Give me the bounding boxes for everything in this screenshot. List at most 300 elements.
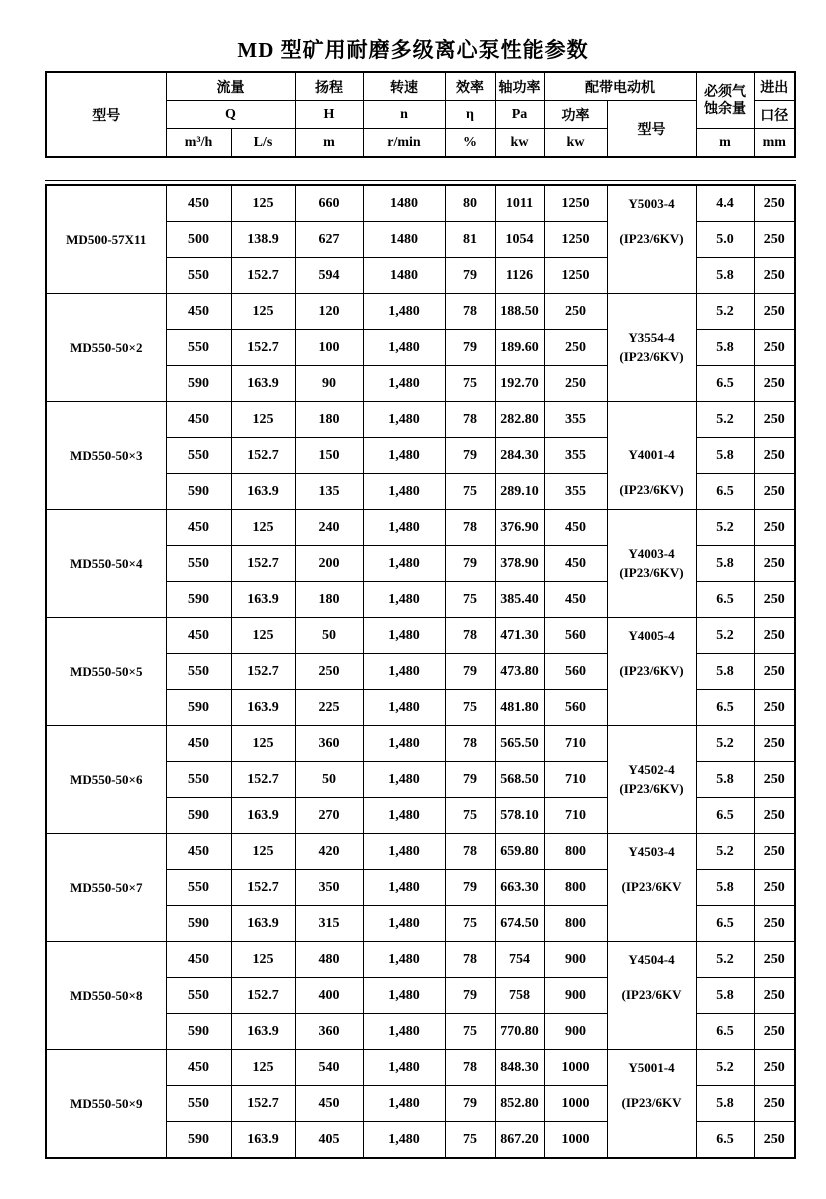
cell-shaft-power-kw: 471.30 [495,618,544,654]
cell-shaft-power-kw: 385.40 [495,582,544,618]
cell-motor-power-kw: 1000 [544,1050,607,1086]
cell-flow-ls: 163.9 [231,1122,295,1159]
col-header-port-line1: 进出 [754,72,795,101]
cell-head-m: 180 [295,402,363,438]
cell-npsh-m: 6.5 [696,582,754,618]
cell-flow-ls: 152.7 [231,978,295,1014]
cell-npsh-m: 5.2 [696,510,754,546]
header-table [45,71,796,158]
cell-head-m: 405 [295,1122,363,1159]
cell-flow-ls: 163.9 [231,690,295,726]
cell-flow-m3h: 550 [166,258,231,294]
symbol-head: H [295,101,363,129]
cell-head-m: 120 [295,294,363,330]
motor-model-line-1: Y5001-4 [628,1060,675,1075]
motor-model-line-1: Y4504-4 [628,952,675,967]
cell-efficiency-pct: 79 [445,330,495,366]
cell-shaft-power-kw: 192.70 [495,366,544,402]
cell-npsh-m: 6.5 [696,1122,754,1159]
cell-speed-rpm: 1,480 [363,474,445,510]
cell-flow-m3h: 450 [166,294,231,330]
cell-motor-power-kw: 900 [544,1014,607,1050]
cell-motor-power-kw: 900 [544,942,607,978]
cell-head-m: 660 [295,185,363,222]
motor-model-text [608,618,696,723]
cell-motor-power-kw: 1250 [544,258,607,294]
cell-flow-ls: 125 [231,618,295,654]
motor-model-text [608,726,696,831]
cell-shaft-power-kw: 659.80 [495,834,544,870]
table-row [46,294,795,330]
cell-speed-rpm: 1,480 [363,978,445,1014]
cell-motor-power-kw: 355 [544,402,607,438]
cell-speed-rpm: 1,480 [363,366,445,402]
cell-head-m: 360 [295,726,363,762]
cell-npsh-m: 6.5 [696,1014,754,1050]
cell-efficiency-pct: 78 [445,1050,495,1086]
cell-efficiency-pct: 79 [445,1086,495,1122]
cell-npsh-m: 5.8 [696,438,754,474]
motor-model-line-2: (IP23/6KV) [619,564,684,580]
cell-motor-power-kw: 250 [544,330,607,366]
cell-npsh-m: 6.5 [696,906,754,942]
cell-efficiency-pct: 79 [445,258,495,294]
cell-pump-model: MD550-50×5 [46,618,166,726]
symbol-flow: Q [166,101,295,129]
cell-efficiency-pct: 75 [445,1122,495,1159]
cell-motor-power-kw: 450 [544,582,607,618]
cell-pump-model: MD550-50×3 [46,402,166,510]
cell-motor-power-kw: 800 [544,870,607,906]
cell-speed-rpm: 1,480 [363,294,445,330]
col-header-npsh [696,72,754,129]
cell-speed-rpm: 1,480 [363,510,445,546]
cell-efficiency-pct: 75 [445,1014,495,1050]
motor-model-line-2: (IP23/6KV) [619,231,684,246]
motor-model-line-1: Y5003-4 [628,196,675,211]
unit-efficiency: % [445,129,495,158]
cell-diameter-mm: 250 [754,474,795,510]
cell-pump-model: MD500-57X11 [46,185,166,294]
col-header-flow: 流量 [166,72,295,101]
cell-head-m: 594 [295,258,363,294]
cell-flow-m3h: 450 [166,942,231,978]
cell-shaft-power-kw: 481.80 [495,690,544,726]
cell-flow-m3h: 550 [166,1086,231,1122]
pump-table-body [46,185,795,1158]
cell-motor-power-kw: 710 [544,726,607,762]
cell-speed-rpm: 1,480 [363,906,445,942]
cell-efficiency-pct: 79 [445,978,495,1014]
cell-efficiency-pct: 80 [445,185,495,222]
cell-head-m: 225 [295,690,363,726]
cell-speed-rpm: 1,480 [363,1086,445,1122]
cell-speed-rpm: 1,480 [363,654,445,690]
cell-shaft-power-kw: 758 [495,978,544,1014]
cell-shaft-power-kw: 565.50 [495,726,544,762]
cell-motor-model [607,618,696,726]
cell-shaft-power-kw: 663.30 [495,870,544,906]
cell-head-m: 50 [295,762,363,798]
unit-motor-power: kw [544,129,607,158]
cell-npsh-m: 5.8 [696,870,754,906]
cell-motor-power-kw: 450 [544,546,607,582]
motor-model-line-2: (IP23/6KV) [619,482,684,497]
col-header-motor-group: 配带电动机 [544,72,696,101]
cell-motor-power-kw: 560 [544,690,607,726]
cell-diameter-mm: 250 [754,294,795,330]
cell-npsh-m: 5.0 [696,222,754,258]
table-row [46,510,795,546]
cell-diameter-mm: 250 [754,690,795,726]
cell-shaft-power-kw: 289.10 [495,474,544,510]
cell-flow-m3h: 450 [166,402,231,438]
page-title: MD 型矿用耐磨多级离心泵性能参数 [237,38,589,62]
cell-head-m: 240 [295,510,363,546]
cell-motor-power-kw: 450 [544,510,607,546]
col-header-efficiency: 效率 [445,72,495,101]
motor-model-line-2: (IP23/6KV) [619,663,684,678]
motor-model-text [608,834,696,939]
cell-shaft-power-kw: 1126 [495,258,544,294]
cell-speed-rpm: 1,480 [363,582,445,618]
cell-flow-ls: 125 [231,294,295,330]
cell-npsh-m: 6.5 [696,690,754,726]
cell-head-m: 350 [295,870,363,906]
unit-shaft-power: kw [495,129,544,158]
cell-flow-m3h: 550 [166,978,231,1014]
cell-efficiency-pct: 78 [445,510,495,546]
cell-npsh-m: 5.2 [696,294,754,330]
cell-efficiency-pct: 75 [445,582,495,618]
cell-efficiency-pct: 79 [445,870,495,906]
cell-npsh-m: 5.2 [696,942,754,978]
motor-model-line-2: (IP23/6KV [621,1095,682,1110]
cell-flow-ls: 152.7 [231,330,295,366]
motor-model-line-2: (IP23/6KV) [619,780,684,796]
cell-shaft-power-kw: 189.60 [495,330,544,366]
cell-motor-power-kw: 800 [544,834,607,870]
cell-flow-ls: 163.9 [231,906,295,942]
cell-efficiency-pct: 78 [445,618,495,654]
cell-flow-ls: 125 [231,942,295,978]
cell-diameter-mm: 250 [754,510,795,546]
cell-head-m: 270 [295,798,363,834]
cell-flow-m3h: 450 [166,618,231,654]
symbol-shaft-power: Pa [495,101,544,129]
cell-diameter-mm: 250 [754,330,795,366]
table-row [46,185,795,222]
cell-speed-rpm: 1480 [363,222,445,258]
motor-model-text [608,294,696,399]
cell-motor-power-kw: 1250 [544,185,607,222]
motor-model-line-1: Y4005-4 [628,628,675,643]
pump-data-table [45,184,796,1159]
cell-flow-m3h: 550 [166,546,231,582]
cell-diameter-mm: 250 [754,258,795,294]
cell-motor-power-kw: 710 [544,798,607,834]
cell-flow-ls: 152.7 [231,1086,295,1122]
cell-diameter-mm: 250 [754,1050,795,1086]
unit-port: mm [754,129,795,158]
cell-motor-power-kw: 355 [544,438,607,474]
cell-motor-model [607,510,696,618]
cell-shaft-power-kw: 188.50 [495,294,544,330]
table-area [45,71,796,1159]
cell-efficiency-pct: 81 [445,222,495,258]
cell-shaft-power-kw: 568.50 [495,762,544,798]
cell-speed-rpm: 1,480 [363,438,445,474]
motor-model-line-1: Y3554-4 [628,329,675,345]
cell-npsh-m: 5.8 [696,546,754,582]
cell-speed-rpm: 1,480 [363,690,445,726]
data-table-wrapper [45,180,796,1159]
cell-flow-m3h: 590 [166,1014,231,1050]
cell-speed-rpm: 1480 [363,185,445,222]
cell-flow-ls: 138.9 [231,222,295,258]
cell-shaft-power-kw: 578.10 [495,798,544,834]
cell-flow-ls: 152.7 [231,654,295,690]
col-header-port-line2: 口径 [754,101,795,129]
cell-head-m: 315 [295,906,363,942]
cell-motor-model [607,1050,696,1159]
cell-head-m: 250 [295,654,363,690]
motor-model-line-2: (IP23/6KV [621,987,682,1002]
symbol-efficiency: η [445,101,495,129]
table-row [46,942,795,978]
cell-shaft-power-kw: 378.90 [495,546,544,582]
cell-shaft-power-kw: 282.80 [495,402,544,438]
cell-speed-rpm: 1,480 [363,942,445,978]
cell-flow-m3h: 550 [166,330,231,366]
symbol-speed: n [363,101,445,129]
cell-flow-ls: 152.7 [231,258,295,294]
cell-flow-m3h: 500 [166,222,231,258]
cell-flow-ls: 125 [231,1050,295,1086]
cell-flow-ls: 125 [231,185,295,222]
col-header-head: 扬程 [295,72,363,101]
cell-speed-rpm: 1,480 [363,1014,445,1050]
cell-npsh-m: 5.8 [696,258,754,294]
cell-head-m: 450 [295,1086,363,1122]
cell-head-m: 627 [295,222,363,258]
cell-npsh-m: 5.2 [696,834,754,870]
cell-diameter-mm: 250 [754,870,795,906]
col-header-model: 型号 [46,72,166,157]
cell-speed-rpm: 1,480 [363,402,445,438]
cell-pump-model: MD550-50×9 [46,1050,166,1159]
table-row [46,834,795,870]
cell-diameter-mm: 250 [754,654,795,690]
cell-flow-m3h: 590 [166,1122,231,1159]
unit-speed: r/min [363,129,445,158]
cell-shaft-power-kw: 284.30 [495,438,544,474]
cell-flow-ls: 125 [231,402,295,438]
cell-npsh-m: 6.5 [696,798,754,834]
cell-diameter-mm: 250 [754,582,795,618]
cell-flow-m3h: 550 [166,762,231,798]
unit-flow-ls: L/s [231,129,295,158]
cell-diameter-mm: 250 [754,438,795,474]
cell-diameter-mm: 250 [754,798,795,834]
cell-motor-power-kw: 560 [544,618,607,654]
cell-flow-ls: 163.9 [231,366,295,402]
cell-diameter-mm: 250 [754,978,795,1014]
cell-motor-power-kw: 710 [544,762,607,798]
motor-model-line-1: Y4001-4 [628,447,675,462]
motor-model-text [608,510,696,615]
cell-diameter-mm: 250 [754,546,795,582]
cell-head-m: 135 [295,474,363,510]
cell-motor-model [607,834,696,942]
cell-motor-power-kw: 800 [544,906,607,942]
cell-flow-m3h: 450 [166,1050,231,1086]
motor-model-line-2: (IP23/6KV) [619,348,684,364]
cell-diameter-mm: 250 [754,185,795,222]
cell-flow-ls: 152.7 [231,438,295,474]
unit-head: m [295,129,363,158]
header-row-1 [46,72,795,101]
cell-motor-power-kw: 250 [544,366,607,402]
cell-diameter-mm: 250 [754,618,795,654]
cell-diameter-mm: 250 [754,762,795,798]
cell-npsh-m: 5.8 [696,654,754,690]
cell-efficiency-pct: 78 [445,942,495,978]
cell-speed-rpm: 1,480 [363,726,445,762]
cell-speed-rpm: 1480 [363,258,445,294]
motor-model-line-2: (IP23/6KV [621,879,682,894]
cell-motor-model [607,726,696,834]
cell-head-m: 360 [295,1014,363,1050]
cell-flow-ls: 152.7 [231,546,295,582]
cell-efficiency-pct: 75 [445,906,495,942]
col-header-speed: 转速 [363,72,445,101]
cell-efficiency-pct: 79 [445,546,495,582]
motor-model-text [608,942,696,1047]
cell-flow-m3h: 590 [166,582,231,618]
unit-flow-m3h: m³/h [166,129,231,158]
cell-flow-m3h: 450 [166,510,231,546]
cell-motor-model [607,185,696,294]
cell-shaft-power-kw: 770.80 [495,1014,544,1050]
cell-head-m: 150 [295,438,363,474]
unit-npsh: m [696,129,754,158]
table-row [46,726,795,762]
table-row [46,618,795,654]
cell-npsh-m: 6.5 [696,366,754,402]
cell-speed-rpm: 1,480 [363,834,445,870]
cell-efficiency-pct: 78 [445,726,495,762]
col-header-motor-power: 功率 [544,101,607,129]
cell-speed-rpm: 1,480 [363,330,445,366]
cell-motor-power-kw: 1250 [544,222,607,258]
cell-speed-rpm: 1,480 [363,618,445,654]
cell-motor-model [607,942,696,1050]
cell-motor-power-kw: 900 [544,978,607,1014]
cell-npsh-m: 5.2 [696,726,754,762]
cell-npsh-m: 5.8 [696,1086,754,1122]
cell-head-m: 180 [295,582,363,618]
cell-head-m: 100 [295,330,363,366]
cell-head-m: 200 [295,546,363,582]
motor-model-line-1: Y4503-4 [628,844,675,859]
cell-motor-model [607,402,696,510]
cell-npsh-m: 6.5 [696,474,754,510]
cell-shaft-power-kw: 848.30 [495,1050,544,1086]
cell-speed-rpm: 1,480 [363,546,445,582]
cell-efficiency-pct: 79 [445,762,495,798]
cell-pump-model: MD550-50×2 [46,294,166,402]
cell-pump-model: MD550-50×6 [46,726,166,834]
cell-motor-power-kw: 560 [544,654,607,690]
cell-shaft-power-kw: 867.20 [495,1122,544,1159]
cell-shaft-power-kw: 1011 [495,185,544,222]
cell-flow-m3h: 590 [166,474,231,510]
cell-efficiency-pct: 75 [445,690,495,726]
cell-shaft-power-kw: 754 [495,942,544,978]
cell-diameter-mm: 250 [754,942,795,978]
cell-motor-power-kw: 250 [544,294,607,330]
cell-flow-m3h: 590 [166,690,231,726]
cell-efficiency-pct: 75 [445,798,495,834]
cell-efficiency-pct: 75 [445,366,495,402]
cell-diameter-mm: 250 [754,222,795,258]
cell-head-m: 480 [295,942,363,978]
motor-model-line-1: Y4502-4 [628,761,675,777]
cell-npsh-m: 5.2 [696,402,754,438]
npsh-label-line2: 蚀余量 [704,101,746,117]
cell-speed-rpm: 1,480 [363,1122,445,1159]
cell-efficiency-pct: 78 [445,834,495,870]
cell-flow-m3h: 550 [166,438,231,474]
cell-flow-ls: 152.7 [231,870,295,906]
cell-flow-m3h: 590 [166,798,231,834]
motor-model-text [608,186,696,291]
motor-model-text [608,1050,696,1155]
cell-motor-model [607,294,696,402]
cell-efficiency-pct: 78 [445,402,495,438]
cell-shaft-power-kw: 376.90 [495,510,544,546]
col-header-motor-model: 型号 [607,101,696,158]
cell-npsh-m: 5.8 [696,330,754,366]
cell-speed-rpm: 1,480 [363,870,445,906]
cell-flow-m3h: 590 [166,906,231,942]
cell-flow-ls: 163.9 [231,582,295,618]
cell-flow-ls: 163.9 [231,474,295,510]
cell-motor-power-kw: 1000 [544,1122,607,1159]
cell-shaft-power-kw: 852.80 [495,1086,544,1122]
cell-diameter-mm: 250 [754,1122,795,1159]
cell-head-m: 90 [295,366,363,402]
cell-shaft-power-kw: 1054 [495,222,544,258]
table-row [46,402,795,438]
cell-flow-m3h: 550 [166,654,231,690]
cell-efficiency-pct: 79 [445,654,495,690]
cell-head-m: 540 [295,1050,363,1086]
cell-flow-ls: 125 [231,834,295,870]
cell-speed-rpm: 1,480 [363,798,445,834]
cell-flow-m3h: 450 [166,726,231,762]
cell-shaft-power-kw: 674.50 [495,906,544,942]
npsh-label-line1: 必须气 [704,84,746,100]
cell-flow-ls: 125 [231,510,295,546]
cell-efficiency-pct: 79 [445,438,495,474]
cell-flow-m3h: 450 [166,185,231,222]
cell-pump-model: MD550-50×7 [46,834,166,942]
cell-flow-ls: 125 [231,726,295,762]
cell-flow-ls: 163.9 [231,1014,295,1050]
cell-diameter-mm: 250 [754,1086,795,1122]
